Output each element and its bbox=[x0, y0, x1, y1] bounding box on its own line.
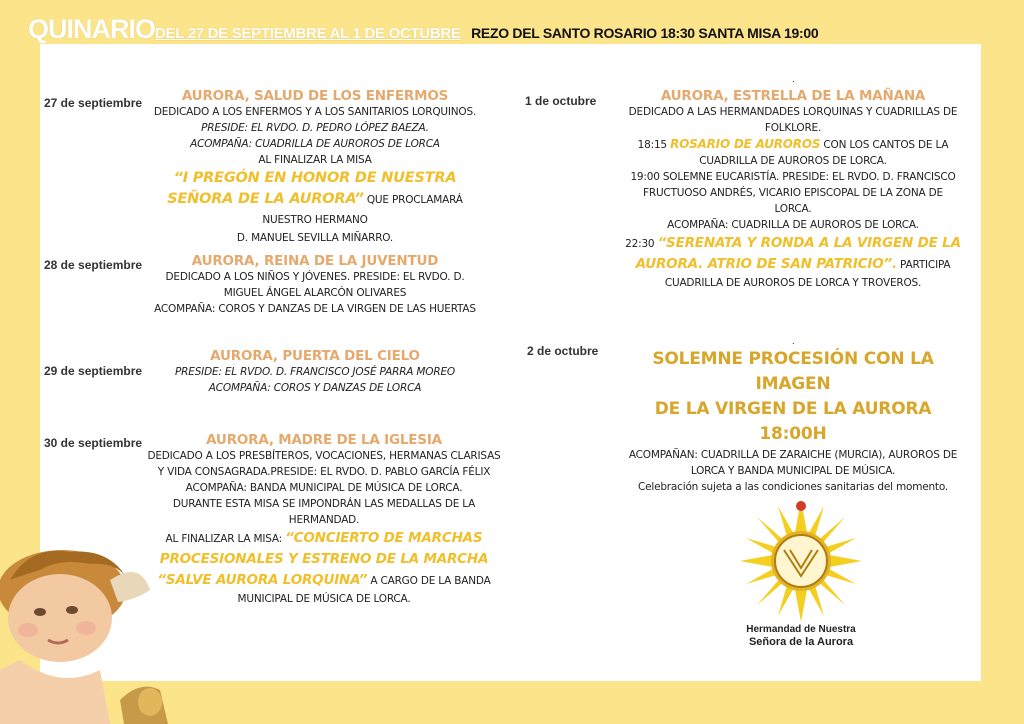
serenata-tail: PARTICIPA bbox=[900, 259, 951, 271]
day-acompana: ACOMPAÑA: CUADRILLA DE AUROROS DE LORCA. bbox=[667, 219, 919, 231]
cherub-image bbox=[0, 540, 170, 724]
date-label: 28 de septiembre bbox=[44, 258, 143, 272]
day-block-1-oct bbox=[618, 88, 968, 291]
header-times: REZO DEL SANTO ROSARIO 18:30 SANTA MISA 19:00 bbox=[471, 25, 819, 41]
brotherhood-name-line2: Señora de la Aurora bbox=[748, 636, 854, 648]
day-after-mass: AL FINALIZAR LA MISA bbox=[258, 154, 372, 166]
day-title: AURORA, REINA DE LA JUVENTUD bbox=[191, 253, 439, 269]
separator-dot: . bbox=[792, 336, 795, 347]
header-title: QUINARIO bbox=[28, 14, 155, 44]
day-acompana: ACOMPAÑA: COROS Y DANZAS DE LORCA bbox=[208, 382, 422, 394]
procession-title: SOLEMNE PROCESIÓN CON LA IMAGEN bbox=[652, 349, 934, 394]
highlight-concierto: “CONCIERTO DE MARCHAS bbox=[285, 530, 483, 546]
day-block-29-sep bbox=[145, 348, 485, 396]
day-after-mass: AL FINALIZAR LA MISA: bbox=[165, 533, 283, 545]
separator-dot: . bbox=[792, 74, 795, 85]
date-label: 1 de octubre bbox=[525, 94, 597, 108]
day-line: DEDICADO A LOS ENFERMOS Y A LOS SANITARIOS LORQUINOS. bbox=[153, 106, 477, 118]
day-preside: PRESIDE: EL RVDO. D. FRANCISCO JOSÉ PARRA MOREO bbox=[175, 366, 455, 378]
day-title: AURORA, MADRE DE LA IGLESIA bbox=[206, 432, 442, 448]
highlight-tail: A CARGO DE LA BANDA bbox=[370, 575, 491, 587]
day-preside: PRESIDE: EL RVDO. D. PEDRO LÓPEZ BAEZA. bbox=[201, 122, 429, 134]
day-acompana: ACOMPAÑA: CUADRILLA DE AUROROS DE LORCA bbox=[190, 138, 440, 150]
day-title: AURORA, PUERTA DEL CIELO bbox=[210, 348, 420, 364]
misa-line: 19:00 SOLEMNE EUCARISTÍA. PRESIDE: EL RVDO. D. FRANCISCO bbox=[630, 171, 956, 183]
highlight-serenata-2: AURORA. ATRIO DE SAN PATRICIO”. bbox=[635, 256, 897, 272]
day-line: DEDICADO A LOS PRESBÍTEROS, VOCACIONES, HERMANAS CLARISAS bbox=[147, 450, 501, 462]
misa-line: LORCA. bbox=[774, 203, 812, 215]
day-block-28-sep bbox=[145, 253, 485, 317]
brotherhood-logo bbox=[738, 498, 864, 624]
header-dates: DEL 27 DE SEPTIEMBRE AL 1 DE OCTUBRE bbox=[155, 25, 461, 42]
day-line: LORCA Y BANDA MUNICIPAL DE MÚSICA. bbox=[690, 465, 896, 477]
day-acompana: ACOMPAÑA: COROS Y DANZAS DE LA VIRGEN DE LAS HUERTAS bbox=[154, 303, 476, 315]
highlight-tail: QUE PROCLAMARÁ NUESTRO HERMANO bbox=[262, 194, 463, 226]
date-label: 27 de septiembre bbox=[44, 96, 143, 110]
day-line: MIGUEL ÁNGEL ALARCÓN OLIVARES bbox=[223, 287, 407, 299]
rosario-line2: CUADRILLA DE AUROROS DE LORCA. bbox=[699, 155, 887, 167]
day-title: AURORA, ESTRELLA DE LA MAÑANA bbox=[660, 88, 926, 104]
highlight-salve: “SALVE AURORA LORQUINA” bbox=[157, 572, 368, 588]
misa-line: FRUCTUOSO ANDRÉS, VICARIO EPISCOPAL DE LA ZONA DE bbox=[643, 187, 943, 199]
header bbox=[28, 14, 818, 44]
brotherhood-name bbox=[724, 624, 878, 648]
day-block-2-oct bbox=[615, 347, 971, 495]
day-line: Y VIDA CONSAGRADA.PRESIDE: EL RVDO. D. PABLO GARCÍA FÉLIX bbox=[157, 466, 491, 478]
day-line: FOLKLORE. bbox=[764, 122, 822, 134]
rosario-time: 18:15 bbox=[637, 139, 667, 151]
highlight-pregon: “I PREGÓN EN HONOR DE NUESTRA SEÑORA DE LA AURORA” bbox=[167, 170, 457, 207]
day-block-27-sep bbox=[145, 88, 485, 246]
day-closing: MUNICIPAL DE MÚSICA DE LORCA. bbox=[237, 593, 411, 605]
serenata-time: 22:30 bbox=[625, 238, 655, 250]
date-label: 30 de septiembre bbox=[44, 436, 143, 450]
day-line: DEDICADO A LOS NIÑOS Y JÓVENES. PRESIDE: EL RVDO. D. bbox=[165, 271, 465, 283]
procession-time: 18:00H bbox=[759, 424, 827, 444]
day-closing: D. MANUEL SEVILLA MIÑARRO. bbox=[236, 232, 394, 244]
day-line: DURANTE ESTA MISA SE IMPONDRÁN LAS MEDALLAS DE LA bbox=[172, 498, 476, 510]
date-label: 29 de septiembre bbox=[44, 364, 143, 378]
highlight-rosario: ROSARIO DE AUROROS bbox=[670, 137, 821, 151]
day-acompana: ACOMPAÑA: BANDA MUNICIPAL DE MÚSICA DE LORCA. bbox=[185, 482, 463, 494]
day-line: HERMANDAD. bbox=[288, 514, 360, 526]
highlight-procesionales: PROCESIONALES Y ESTRENO DE LA MARCHA bbox=[159, 551, 489, 567]
brotherhood-name-line1: Hermandad de Nuestra bbox=[746, 624, 856, 635]
day-closing: CUADRILLA DE AUROROS DE LORCA Y TROVEROS. bbox=[664, 277, 922, 289]
day-line: DEDICADO A LAS HERMANDADES LORQUINAS Y CUADRILLAS DE bbox=[628, 106, 958, 118]
date-label: 2 de octubre bbox=[527, 344, 599, 358]
day-block-30-sep bbox=[136, 432, 512, 607]
sanitary-note: Celebración sujeta a las condiciones sanitarias del momento. bbox=[637, 481, 949, 493]
day-line: ACOMPAÑAN: CUADRILLA DE ZARAICHE (MURCIA), AUROROS DE bbox=[628, 449, 958, 461]
highlight-serenata: “SERENATA Y RONDA A LA VIRGEN DE LA bbox=[657, 235, 961, 251]
day-title: AURORA, SALUD DE LOS ENFERMOS bbox=[181, 88, 449, 104]
procession-title-2: DE LA VIRGEN DE LA AURORA bbox=[654, 399, 932, 419]
rosario-tail: CON LOS CANTOS DE LA bbox=[823, 139, 949, 151]
